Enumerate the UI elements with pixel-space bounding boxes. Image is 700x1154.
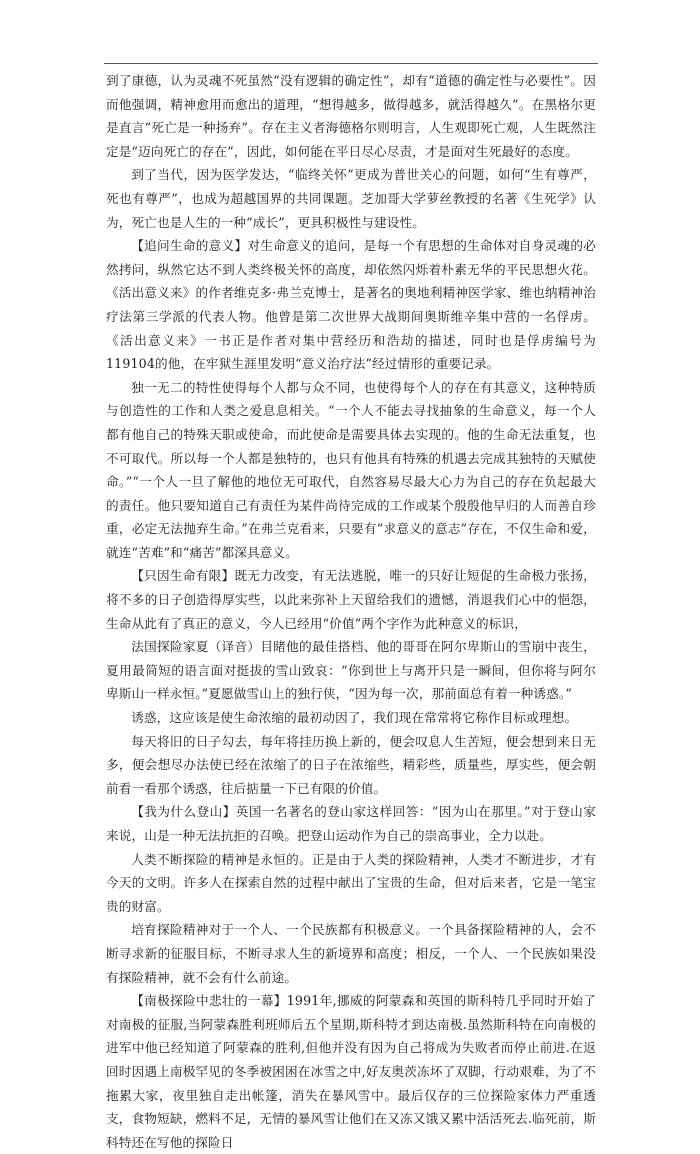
paragraph: 【南极探险中悲壮的一幕】1991年,挪威的阿蒙森和英国的斯科特几乎同时开始了对南极的征服,当阿蒙森胜利班师后五个星期,斯科特才到达南极.虽然斯科特在向南极的进军中他已经知道了阿蒙森的胜利,但他并没有因为自己将成为失败者而停止前进.在返回时因遇上南极罕见的冬季被困困在冰雪之中,好友奥茨冻坏了双脚，行动艰难，为了不拖累大家，夜里独自走出帐篷，消失在暴风雪中。最后仅存的三位探险家体力严重透支，食物短缺，燃料不足，无情的暴风雪让他们在又冻又饿又累中活活死去.临死前，斯科特还在写他的探险日 [106,993,596,1150]
paragraph: 【只因生命有限】既无力改变，有无法逃脱，唯一的只好让短促的生命极力张扬，将不多的日子创造得厚实些，以此来弥补上天留给我们的遗憾，消退我们心中的悒怨，生命从此有了真正的意义，今人已经用“价值”两个字作为此种意义的标识， [106,568,596,631]
paragraph: 到了当代，因为医学发达，“临终关怀”更成为普世关心的问题，如何“生有尊严，死也有尊严”，也成为超越国界的共同课题。芝加哥大学萝丝教授的名著《生死学》认为，死亡也是人生的一种“成长”，更具积极性与建设性。 [106,167,596,230]
header-rule [104,63,598,64]
body-text [106,69,596,1154]
paragraph: 到了康德，认为灵魂不死虽然“没有逻辑的确定性”，却有“道德的确定性与必要性”。因而他强调，精神愈用而愈出的道理，“想得越多，做得越多，就活得越久”。在黑格尔更是直言“死亡是一种扬弃”。存在主义者海德格尔则明言，人生观即死亡观，人生既然注定是“迈向死亡的存在”，因此，如何能在平日尽心尽责，才是面对生死最好的态度。 [106,73,596,159]
paragraph: 人类不断探险的精神是永恒的。正是由于人类的探险精神，人类才不断进步，才有今天的文明。许多人在探索自然的过程中献出了宝贵的生命，但对后来者，它是一笔宝贵的财富。 [106,851,596,914]
paragraph: 独一无二的特性使得每个人都与众不同，也使得每个人的存在有其意义，这种特质与创造性的工作和人类之爱息息相关。“一个人不能去寻找抽象的生命意义，每一个人都有他自己的特殊天职或使命，而此使命是需要具体去实现的。他的生命无法重复，也不可取代。所以每一个人都是独特的，也只有他具有特殊的机遇去完成其独特的天赋使命。”“一个人一旦了解他的地位无可取代，自然容易尽最大心力为自己的存在负起最大的责任。他只要知道自己有责任为某件尚待完成的工作或某个殷殷他早归的人而善自珍重，必定无法抛弃生命。”在弗兰克看来，只要有“求意义的意志”存在，不仅生命和爱，就连“苦难”和“痛苦”都深具意义。 [106,379,596,560]
paragraph: 【我为什么登山】英国一名著名的登山家这样回答：“因为山在那里。”对于登山家来说，山是一种无法抗拒的召唤。把登山运动作为自己的崇高事业，全力以赴。 [106,804,596,843]
paragraph: 【追问生命的意义】对生命意义的追问，是每一个有思想的生命体对自身灵魂的必然拷问，纵然它达不到人类终极关怀的高度，却依然闪烁着朴素无华的平民思想火花。《活出意义来》的作者维克多·弗兰克博士，是著名的奥地利精神医学家、维也纳精神治疗法第三学派的代表人物。他曾是第二次世界大战期间奥斯维辛集中营的一名俘虏。《活出意义来》一书正是作者对集中营经历和浩劫的描述，同时也是俘虏编号为119104的他，在牢狱生涯里发明“意义治疗法”经过情形的重要记录。 [106,238,596,372]
paragraph: 每天将旧的日子勾去，每年将挂历换上新的，便会叹息人生苦短，便会想到来日无多，便会想尽办法使已经在浓缩了的日子在浓缩些，精彩些，质量些，厚实些，便会朝前看一看那个诱惑，往后掂量一下已有限的价值。 [106,733,596,796]
paragraph: 法国探险家夏（译音）目睹他的最佳搭档、他的哥哥在阿尔卑斯山的雪崩中丧生，夏用最简短的语言面对挺拔的雪山致哀：“你到世上与离开只是一瞬间，但你将与阿尔卑斯山一样永恒。”夏愿做雪山上的独行侠，“因为每一次，那前面总有着一种诱惑。” [106,639,596,702]
paragraph: 培育探险精神对于一个人、一个民族都有积极意义。一个具备探险精神的人，会不断寻求新的征服目标，不断寻求人生的新境界和高度；相反，一个人、一个民族如果没有探险精神，就不会有什么前途。 [106,922,596,985]
paragraph: 诱惑，这应该是使生命浓缩的最初动因了，我们现在常常将它称作目标或理想。 [131,710,578,726]
